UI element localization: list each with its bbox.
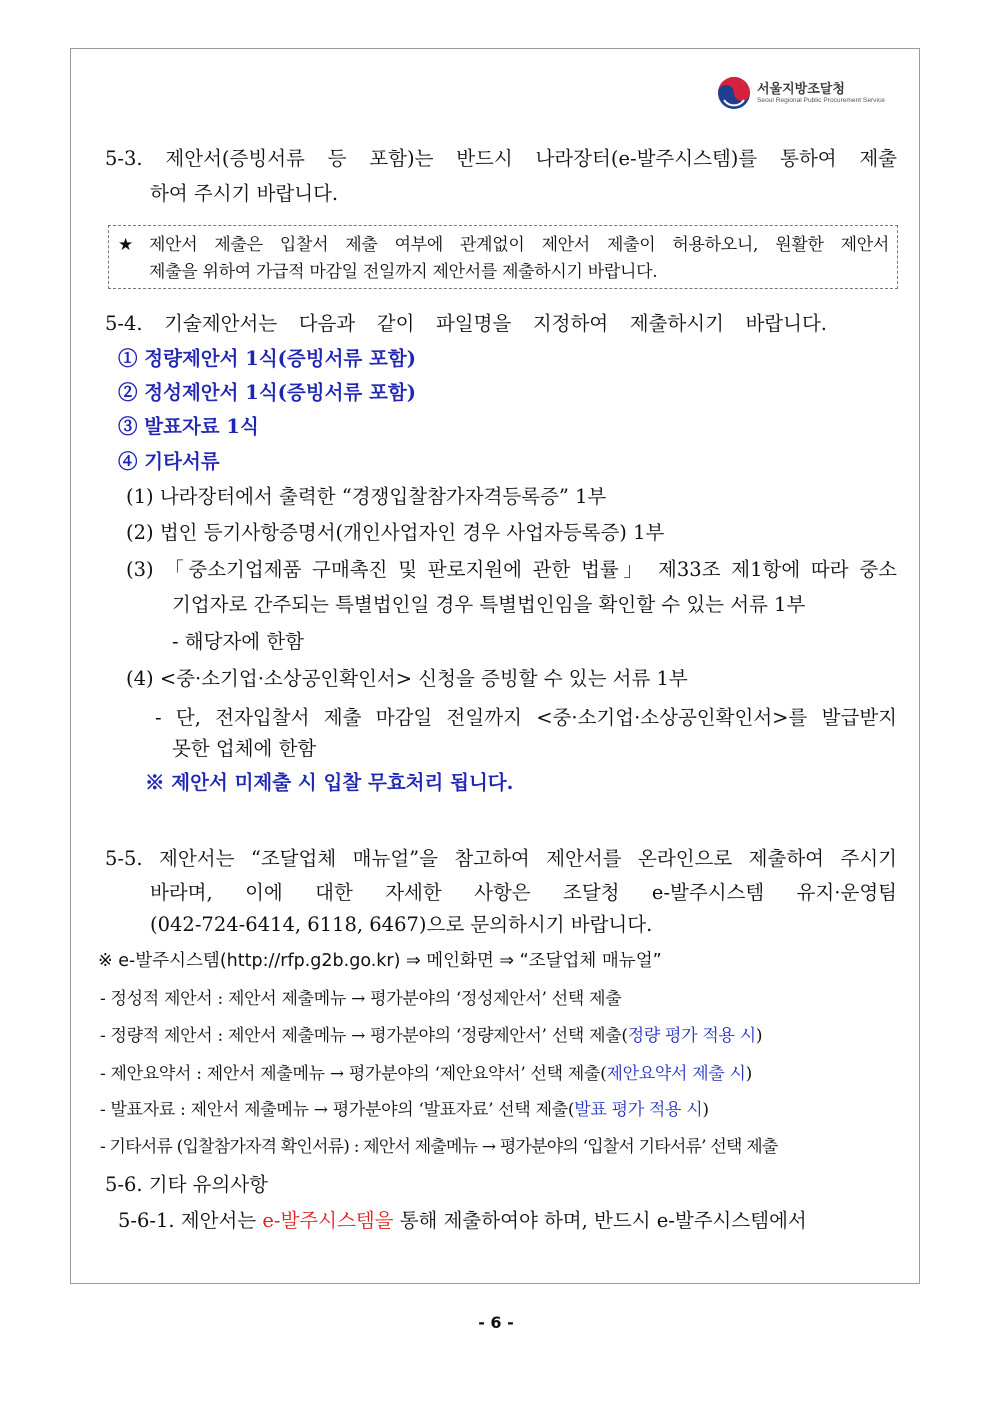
taegeuk-logo-icon (717, 76, 751, 110)
s56-line1 (118, 1208, 807, 1234)
s54-sub3-note: - 해당자에 한함 (172, 630, 305, 653)
s54-item-3: ③ 발표자료 1식 (118, 415, 259, 438)
s55-list-paren: ) (745, 1064, 753, 1084)
s53-line1: 5-3. 제안서(증빙서류 등 포함)는 반드시 나라장터(e-발주시스템)를 통하여 제출 (105, 147, 897, 170)
s54-item-1: ① 정량제안서 1식(증빙서류 포함) (118, 347, 416, 370)
s54-sub1: (1) 나라장터에서 출력한 “경쟁입찰참가자격등록증” 1부 (126, 485, 607, 508)
s55-list-text: - 제안요약서 : 제안서 제출메뉴 → 평가분야의 ‘제안요약서’ 선택 제출 (100, 1064, 601, 1084)
s55-list-text: - 기타서류 (입찰참가자격 확인서류) : 제안서 제출메뉴 → 평가분야의 ‘입찰서 기타서류’ 선택 제출 (100, 1137, 778, 1157)
s55-reference: ※ e-발주시스템(http://rfp.g2b.go.kr) ⇒ 메인화면 ⇒ “조달업체 매뉴얼” (98, 951, 662, 971)
s55-line3: (042-724-6414, 6118, 6467)으로 문의하시기 바랍니다. (150, 913, 653, 936)
s54-sub2: (2) 법인 등기사항증명서(개인사업자인 경우 사업자등록증) 1부 (126, 521, 665, 544)
s55-list-paren: ( (567, 1100, 575, 1120)
agency-logo (717, 76, 907, 112)
s55-list-text: - 발표자료 : 제안서 제출메뉴 → 평가분야의 ‘발표자료’ 선택 제출 (100, 1100, 568, 1120)
star-icon: ★ (118, 235, 133, 255)
s55-line2: 바라며, 이에 대한 자세한 사항은 조달청 e-발주시스템 유지·운영팀 (150, 881, 897, 904)
s55-list-item (100, 986, 621, 1012)
logo-title-english: Seoul Regional Public Procurement Service (757, 97, 885, 104)
notice-line2: 제출을 위하여 가급적 마감일 전일까지 제안서를 제출하시기 바랍니다. (149, 262, 658, 282)
s53-line2: 하여 주시기 바랍니다. (150, 182, 339, 205)
s56-title: 5-6. 기타 유의사항 (105, 1173, 269, 1196)
page-number: - 6 - (478, 1313, 514, 1332)
s55-list-paren: ( (600, 1064, 607, 1084)
s54-sub4: (4) <중·소기업·소상공인확인서> 신청을 증빙할 수 있는 서류 1부 (126, 667, 688, 690)
s55-list-item (100, 1061, 752, 1087)
s56-line-post: 통해 제출하여야 하며, 반드시 e-발주시스템에서 (399, 1209, 807, 1232)
s56-line-highlight: e-발주시스템을 (262, 1209, 394, 1232)
logo-title-korean: 서울지방조달청 (757, 82, 845, 97)
s55-list-paren: ) (702, 1100, 709, 1120)
s55-list-text: - 정성적 제안서 : 제안서 제출메뉴 → 평가분야의 ‘정성제안서’ 선택 제출 (100, 989, 622, 1009)
s55-list-condition: 제안요약서 제출 시 (606, 1064, 746, 1084)
s54-sub4-note-line2: 못한 업체에 한함 (172, 737, 317, 760)
s55-list-item (100, 1134, 777, 1160)
s54-sub3-line1: (3) 「중소기업제품 구매촉진 및 판로지원에 관한 법률」 제33조 제1항에 따라 중소 (126, 558, 897, 581)
s56-line-pre: 5-6-1. 제안서는 (118, 1209, 257, 1232)
s55-list-item (100, 1023, 762, 1049)
s54-item-2: ② 정성제안서 1식(증빙서류 포함) (118, 381, 416, 404)
s55-list-item (100, 1097, 709, 1123)
s54-intro: 5-4. 기술제안서는 다음과 같이 파일명을 지정하여 제출하시기 바랍니다. (105, 312, 827, 335)
s54-sub4-note-line1: - 단, 전자입찰서 제출 마감일 전일까지 <중·소기업·소상공인확인서>를 발급받지 (155, 706, 897, 729)
s55-line1: 5-5. 제안서는 “조달업체 매뉴얼”을 참고하여 제안서를 온라인으로 제출하여 주시기 (105, 847, 897, 870)
s54-warning: ※ 제안서 미제출 시 입찰 무효처리 됩니다. (145, 771, 514, 794)
s55-list-paren: ( (621, 1026, 628, 1046)
s55-list-condition: 정량 평가 적용 시 (627, 1026, 756, 1046)
s55-list-condition: 발표 평가 적용 시 (574, 1100, 703, 1120)
s55-list-text: - 정량적 제안서 : 제안서 제출메뉴 → 평가분야의 ‘정량제안서’ 선택 제출 (100, 1026, 622, 1046)
s55-list-paren: ) (755, 1026, 763, 1046)
notice-line1: 제안서 제출은 입찰서 제출 여부에 관계없이 제안서 제출이 허용하오니, 원활한 제안서 (149, 235, 889, 255)
s54-item-4: ④ 기타서류 (118, 450, 220, 473)
s54-sub3-line2: 기업자로 간주되는 특별법인일 경우 특별법인임을 확인할 수 있는 서류 1부 (172, 593, 806, 616)
